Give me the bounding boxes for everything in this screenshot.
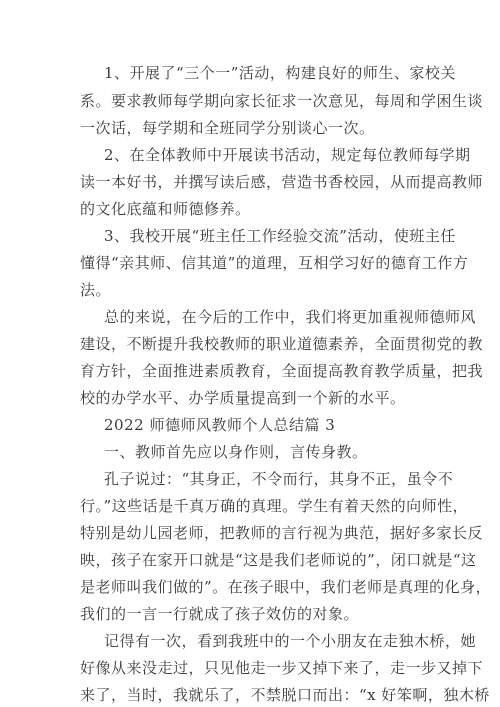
text-line: 系。要求教师每学期向家长征求一次意见，每周和学困生谈	[80, 92, 484, 110]
subheading: 一、教师首先应以身作则，言传身教。	[104, 443, 368, 461]
text-line: 校的办学水平、办学质量提高到一个新的水平。	[80, 389, 406, 407]
text-line: 育方针，全面推进素质教育，全面提高教育教学质量，把我	[80, 362, 484, 380]
text-line: 好像从来没走过，只见他走一步又掉下来了，走一步又掉下	[80, 659, 484, 677]
text-line: 映，孩子在家开口就是“这是我们老师说的”，闭口就是“这	[80, 551, 477, 569]
text-line: 建设，不断提升我校教师的职业道德素养，全面贯彻党的教	[80, 335, 484, 353]
text-line: 行。”这些话是千真万确的真理。学生有着天然的向师性，	[80, 497, 469, 515]
text-line: 2、在全体教师中开展读书活动，规定每位教师每学期	[104, 146, 471, 164]
text-line: 懂得“亲其师、信其道”的道理，互相学习好的德育工作方	[80, 254, 469, 272]
text-line: 特别是幼儿园老师，把教师的言行视为典范，据好多家长反	[80, 524, 484, 542]
section-heading: 2022 师德师风教师个人总结篇 3	[104, 416, 336, 434]
text-line: 来了，当时，我就乐了，不禁脱口而出：“x 好笨啊，独木桥	[80, 686, 490, 704]
text-line: 的文化底蕴和师德修养。	[80, 200, 251, 218]
text-line: 是老师叫我们做的”。在孩子眼中，我们老师是真理的化身，	[80, 578, 492, 596]
text-line: 1、开展了“三个一”活动，构建良好的师生、家校关	[104, 64, 456, 82]
text-line: 孔子说过：“其身正，不令而行，其身不正，虽令不	[104, 470, 454, 488]
text-line: 一次话，每学期和全班同学分别谈心一次。	[80, 119, 375, 137]
text-line: 3、我校开展“班主任工作经验交流”活动，使班主任	[104, 227, 456, 245]
text-line: 记得有一次，看到我班中的一个小朋友在走独木桥，她	[104, 632, 477, 650]
text-line: 我们的一言一行就成了孩子效仿的对象。	[80, 605, 360, 623]
text-line: 总的来说，在今后的工作中，我们将更加重视师德师风	[104, 308, 477, 326]
text-line: 法。	[80, 281, 112, 299]
text-line: 读一本好书，并撰写读后感，营造书香校园，从而提高教师	[80, 173, 484, 191]
